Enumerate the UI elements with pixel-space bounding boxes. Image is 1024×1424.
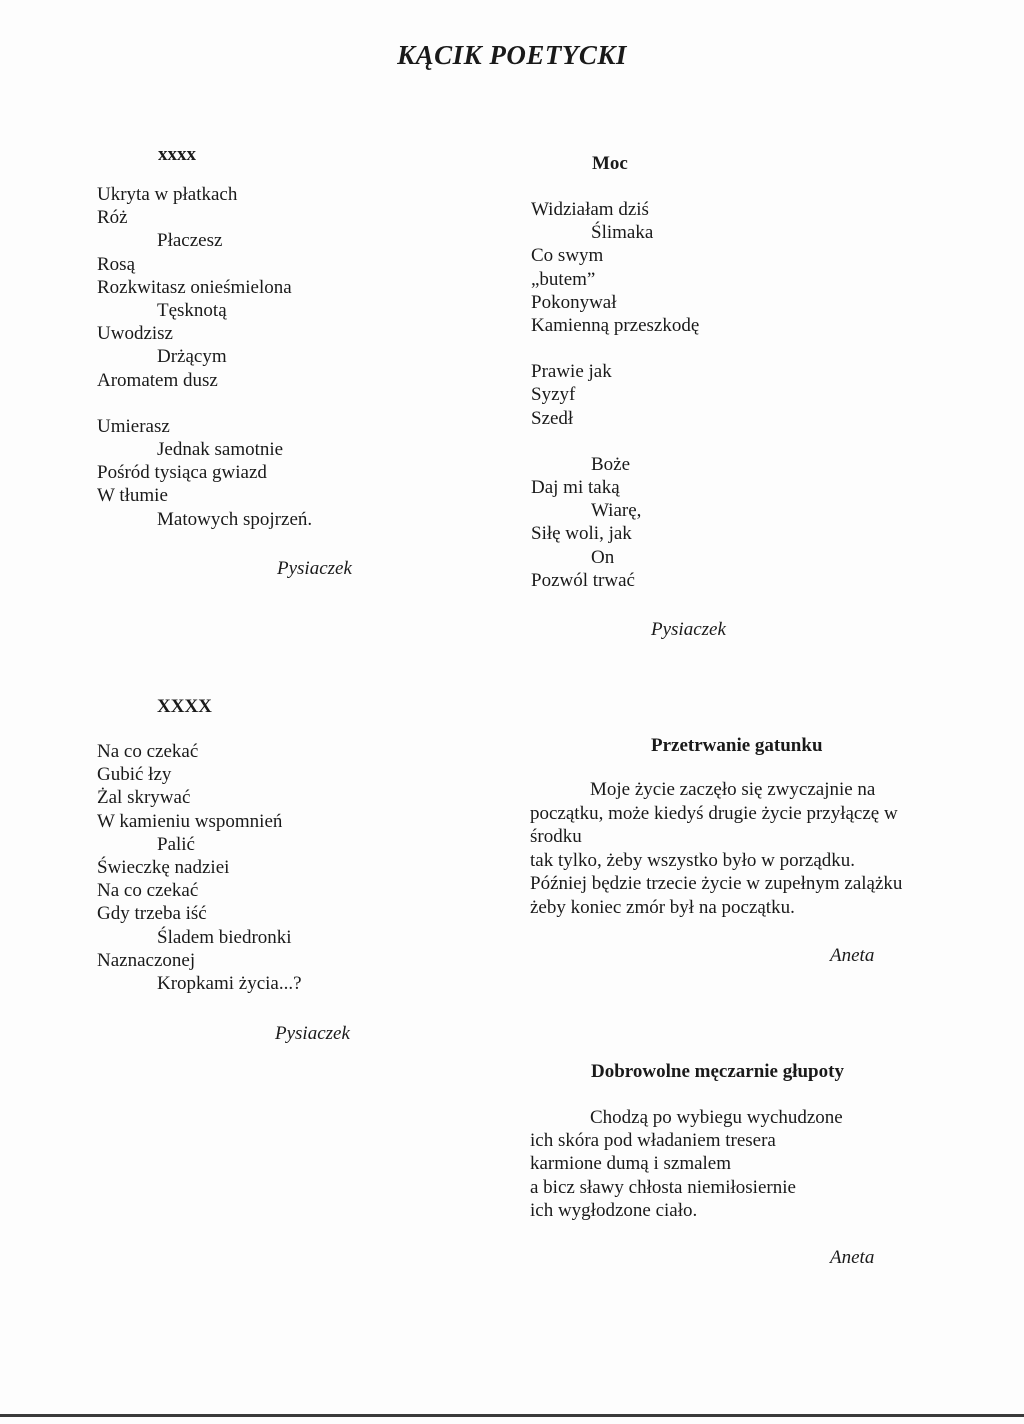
poem-line: Chodzą po wybiegu wychudzone <box>590 1107 843 1128</box>
poem-line: Ślimaka <box>591 222 654 244</box>
poem-line: W kamieniu wspomnień <box>97 810 283 832</box>
poem-author: Pysiaczek <box>277 558 352 579</box>
poem-line: Aromatem dusz <box>97 369 218 391</box>
poem-line: Na co czekać <box>97 880 199 902</box>
poem-line: Róż <box>97 207 128 229</box>
poem-title: Moc <box>592 153 628 174</box>
poem-line: Gubić łzy <box>97 764 172 786</box>
poem-line: Gdy trzeba iść <box>97 903 207 925</box>
poem-line: Syzyf <box>531 384 576 406</box>
poem-line: „butem” <box>531 268 596 290</box>
poem-author: Aneta <box>830 945 875 966</box>
poem-line: Prawie jak <box>531 361 612 383</box>
poem-line: Rosą <box>97 253 135 275</box>
poem-title: XXXX <box>157 696 212 717</box>
poem-author: Pysiaczek <box>651 619 726 640</box>
poem-line: tak tylko, żeby wszystko było w porządku. <box>530 849 856 871</box>
poem-line: Naznaczonej <box>97 949 196 971</box>
poem-line: Ukryta w płatkach <box>97 184 238 205</box>
poem-line: Jednak samotnie <box>157 439 284 461</box>
poem-line: a bicz sławy chłosta niemiłosiernie <box>530 1176 796 1198</box>
poem-author: Pysiaczek <box>275 1023 350 1044</box>
bottom-scan-edge <box>0 1414 1024 1417</box>
poem-line: Na co czekać <box>97 741 199 762</box>
poem-line: ich skóra pod władaniem tresera <box>530 1130 776 1152</box>
poem-line: On <box>591 546 615 568</box>
poem-line: Uwodzisz <box>97 323 173 345</box>
poem-title: Przetrwanie gatunku <box>651 735 823 756</box>
poem-line: Pośród tysiąca gwiazd <box>97 462 267 484</box>
poem-line: Daj mi taką <box>531 477 620 499</box>
poem-line: żeby koniec zmór był na początku. <box>530 896 795 918</box>
poem-line: Żal skrywać <box>97 787 191 809</box>
poem-line: Widziałam dziś <box>531 199 649 220</box>
poem-title: Dobrowolne męczarnie głupoty <box>591 1061 844 1082</box>
poem-line: karmione dumą i szmalem <box>530 1153 732 1175</box>
poem-line: Kamienną przeszkodę <box>531 315 700 337</box>
poem-line: Pokonywał <box>531 291 617 313</box>
page-title: KĄCIK POETYCKI <box>397 40 627 70</box>
poem-line: Kropkami życia...? <box>157 973 302 995</box>
poem-line: Później będzie trzecie życie w zupełnym zalążku <box>530 873 903 895</box>
poem-line: Rozkwitasz onieśmielona <box>97 276 292 298</box>
poem-line: Palić <box>157 833 195 855</box>
poem-paragraph: Moje życie zaczęło się zwyczajnie na początku, może kiedyś drugie życie przyłączę w środku <box>530 779 898 848</box>
poem-line: Boże <box>591 453 631 475</box>
poem-line: Pozwól trwać <box>531 569 635 591</box>
poem-dobrowolne-meczarnie <box>530 1060 844 1222</box>
poem-line: Szedł <box>531 407 574 429</box>
poem-line: Matowych spojrzeń. <box>157 508 313 530</box>
poem-author: Aneta <box>830 1247 875 1268</box>
poem-line: Co swym <box>531 245 604 267</box>
poem-xxxx-lower <box>97 143 312 531</box>
poem-line: Siłę woli, jak <box>531 523 632 545</box>
poem-line: Płaczesz <box>157 230 223 252</box>
poem-line: Śladem biedronki <box>157 926 292 948</box>
poem-line: Wiarę, <box>591 500 642 522</box>
poem-line: ich wygłodzone ciało. <box>530 1199 698 1221</box>
poem-title: xxxx <box>158 144 196 165</box>
poem-przetrwanie-gatunku <box>530 734 930 920</box>
poem-line: Tęsknotą <box>157 300 227 322</box>
poem-line: Drżącym <box>157 346 227 368</box>
poem-xxxx-upper <box>97 695 302 995</box>
poem-prose <box>530 778 930 920</box>
poem-line: W tłumie <box>97 485 168 507</box>
poem-moc <box>531 152 699 592</box>
poem-line: Świeczkę nadziei <box>97 857 230 879</box>
poem-line: Umierasz <box>97 415 170 437</box>
